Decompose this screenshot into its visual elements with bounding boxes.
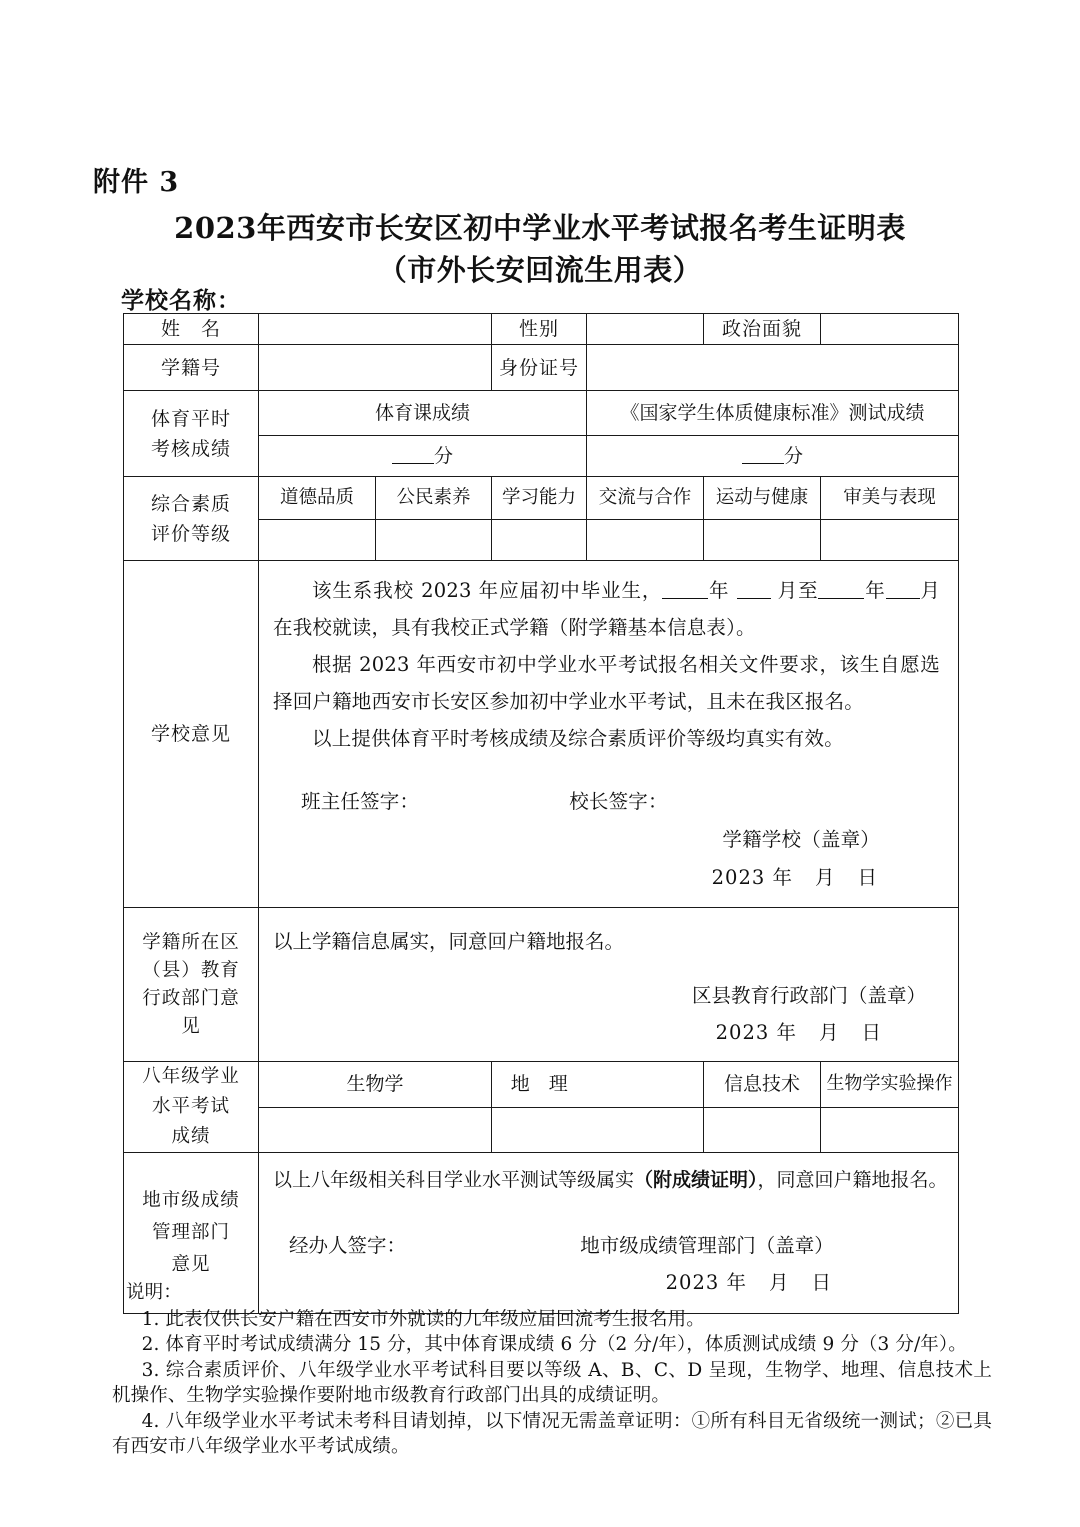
label-district-line-4: 见 [181,1015,201,1037]
field-idcard-value[interactable] [587,345,959,391]
school-opinion-paragraph-1 [273,572,940,646]
enroll-start-year-blank[interactable] [662,579,708,599]
label-school-seal: 学籍学校（盖章） [722,828,880,851]
header-grade8-bio-experiment: 生物学实验操作 [821,1062,959,1108]
header-pe-course-score: 体育课成绩 [259,391,587,436]
label-district-opinion [124,908,259,1062]
label-district-line-1: 学籍所在区 [142,931,240,953]
signature-row [273,783,940,821]
label-quality-line-1: 综合素质 [150,492,231,515]
district-opinion-statement: 以上学籍信息属实，同意回户籍地报名。 [273,930,625,953]
school-opinion-content [259,561,958,907]
label-school-opinion: 学校意见 [124,561,259,908]
notes-title: 说明： [126,1282,182,1303]
district-date-year: 2023 年 [715,1021,797,1044]
note-item-1: 1. 此表仅供长安户籍在西安市外就读的九年级应届回流考生报名用。 [141,1308,705,1330]
header-quality-aesthetics: 审美与表现 [821,477,959,520]
school-opinion-paragraph-2: 根据 2023 年西安市初中学业水平考试报名相关文件要求，该生自愿选择回户籍地西安市长安区参加初中学业水平考试，且未在我区报名。 [273,653,940,713]
label-grade8-line-3: 成绩 [171,1126,211,1147]
school-opinion-p1-c: 月至 [777,579,819,602]
field-quality-sports-health[interactable] [704,520,821,561]
field-quality-learning[interactable] [492,520,587,561]
school-date-month: 月 [814,866,836,889]
label-grade8-line-2: 水平考试 [151,1096,230,1117]
header-quality-communication: 交流与合作 [587,477,704,520]
school-opinion-signature-block [273,783,940,897]
label-quality-evaluation [124,477,259,561]
city-statement-b: ，同意回户籍地报名。 [757,1169,948,1191]
school-opinion-p1-b: 年 [708,579,730,602]
table-row-pe-headers [124,391,959,436]
label-political-status: 政治面貌 [704,314,821,345]
school-date-day: 日 [857,866,878,889]
label-idcard: 身份证号 [492,345,587,391]
label-city-line-2: 管理部门 [151,1222,230,1243]
header-grade8-it: 信息技术 [704,1062,821,1108]
label-city-line-3: 意见 [171,1254,211,1275]
district-opinion-content [259,908,958,1061]
field-quality-citizenship[interactable] [376,520,492,561]
pe-course-score-blank[interactable] [392,445,434,464]
city-date-day: 日 [811,1271,832,1294]
pe-course-score-unit: 分 [433,445,453,467]
label-principal-signature[interactable]: 校长签字： [569,790,668,813]
field-grade8-bio-experiment[interactable] [821,1107,959,1153]
field-grade8-geography-pad [587,1107,704,1153]
enroll-end-month-blank[interactable] [886,579,920,599]
city-statement-a: 以上八年级相关科目学业水平测试等级属实 [273,1169,635,1191]
district-date-day: 日 [861,1021,882,1044]
label-grade8-scores [124,1062,259,1153]
field-quality-communication[interactable] [587,520,704,561]
label-city-seal: 地市级成绩管理部门（盖章） [580,1234,834,1257]
table-row-district-opinion [124,908,959,1062]
label-gender: 性别 [492,314,587,345]
school-opinion-date [273,859,940,897]
field-quality-moral[interactable] [259,520,376,561]
table-row-student-id [124,345,959,391]
city-statement-bold: （附成绩证明） [634,1169,758,1191]
school-opinion-p1-d: 年 [864,579,886,602]
label-pe-line-2: 考核成绩 [150,437,231,460]
label-pe-line-1: 体育平时 [150,407,231,430]
label-district-line-2: （县）教育 [142,959,240,981]
field-gender-value[interactable] [587,314,704,345]
field-grade8-it[interactable] [704,1107,821,1153]
school-name-label: 学校名称： [121,287,241,314]
table-row-school-opinion [124,561,959,908]
page-title [0,208,1080,290]
school-opinion-p1-a: 该生系我校 2023 年应届初中毕业生， [312,579,663,602]
label-district-seal: 区县教育行政部门（盖章） [691,984,926,1007]
label-handler-signature[interactable]: 经办人签字： [289,1234,407,1257]
school-opinion-paragraph-3: 以上提供体育平时考核成绩及综合素质评价等级均真实有效。 [312,727,844,750]
school-date-year: 2023 年 [711,866,793,889]
field-grade8-biology[interactable] [259,1107,492,1153]
field-student-id-value[interactable] [259,345,492,391]
school-opinion-p1-e: 月在我校就读，具有我校正式学籍（附学籍基本信息表）。 [273,579,941,639]
field-fitness-test-score[interactable] [587,436,959,477]
city-opinion-statement [273,1163,948,1197]
field-political-status-value[interactable] [821,314,959,345]
header-quality-learning: 学习能力 [492,477,587,520]
header-quality-sports-health: 运动与健康 [704,477,821,520]
label-homeroom-teacher-signature[interactable]: 班主任签字： [301,790,420,813]
certificate-form-table [123,313,959,1314]
fitness-test-score-unit: 分 [783,445,803,467]
notes-section [112,1280,992,1460]
title-line-1: 2023年西安市长安区初中学业水平考试报名考生证明表 [174,211,906,245]
enroll-start-month-blank[interactable] [737,579,771,599]
label-grade8-line-1: 八年级学业 [142,1066,240,1087]
district-date-month: 月 [818,1021,840,1044]
label-city-line-1: 地市级成绩 [142,1190,240,1211]
header-grade8-geography-pad [587,1062,704,1108]
label-quality-line-2: 评价等级 [150,522,231,545]
label-pe-assessment [124,391,259,477]
cell-school-opinion-body[interactable] [259,561,959,908]
table-row-quality-headers [124,477,959,520]
attachment-label: 附件 3 [93,167,180,198]
district-opinion-date [273,1015,940,1051]
note-item-2: 2. 体育平时考试成绩满分 15 分，其中体育课成绩 6 分（2 分/年），体质测试成绩 9 分（3 分/年）。 [141,1334,967,1355]
note-item-4: 4. 八年级学业水平考试未考科目请划掉，以下情况无需盖章证明：①所有科目无省级统一测试；②已具有西安市八年级学业水平考试成绩。 [112,1410,992,1457]
table-row-name [124,314,959,345]
field-pe-course-score[interactable] [259,436,587,477]
city-opinion-signature-row [273,1227,948,1265]
label-district-line-3: 行政部门意 [142,987,240,1009]
header-quality-moral: 道德品质 [259,477,376,520]
enroll-end-year-blank[interactable] [818,579,864,599]
header-fitness-test-score: 《国家学生体质健康标准》测试成绩 [587,391,959,436]
field-quality-aesthetics[interactable] [821,520,959,561]
city-date-month: 月 [768,1271,790,1294]
cell-district-opinion-body[interactable] [259,908,959,1062]
fitness-test-score-blank[interactable] [742,445,784,464]
note-item-3: 3. 综合素质评价、八年级学业水平考试科目要以等级 A、B、C、D 呈现，生物学、地理、信息技术上机操作、生物学实验操作要附地市级教育行政部门出具的成绩证明。 [112,1359,992,1406]
city-date-year: 2023 年 [665,1271,747,1294]
header-grade8-geography: 地 理 [492,1062,587,1108]
title-line-2: （市外长安回流生用表） [377,253,703,287]
header-quality-citizenship: 公民素养 [376,477,492,520]
label-name: 姓 名 [124,314,259,345]
table-row-grade8-headers [124,1062,959,1108]
field-name-value[interactable] [259,314,492,345]
field-grade8-geography[interactable] [492,1107,587,1153]
header-grade8-biology: 生物学 [259,1062,492,1108]
label-student-id: 学籍号 [124,345,259,391]
